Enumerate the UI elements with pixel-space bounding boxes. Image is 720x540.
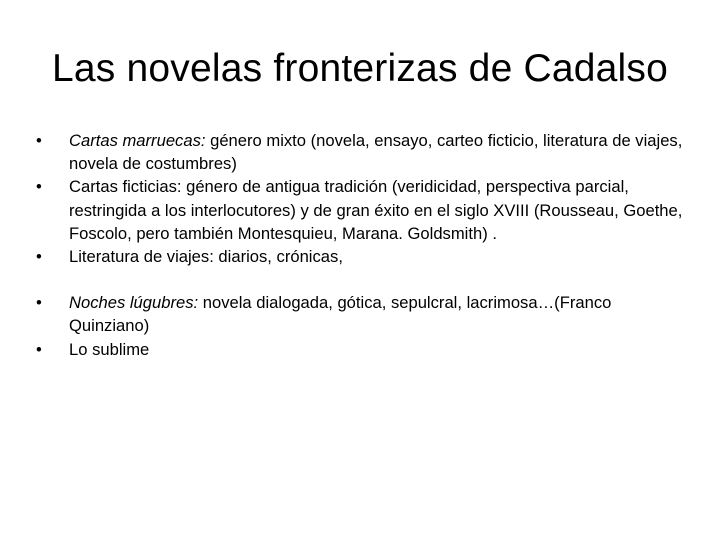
bullet-icon: • [36, 177, 42, 197]
bullet-item-literatura-viajes [36, 245, 688, 268]
bullet-item-noches-lugubres [36, 291, 688, 337]
bullet-emphasis: Noches lúgubres: [69, 293, 199, 313]
bullet-icon: • [36, 131, 42, 150]
bullet-emphasis: Cartas marruecas: [69, 131, 206, 150]
bullet-item-cartas-marruecas [36, 129, 688, 175]
bullet-list [36, 129, 688, 361]
bullet-text: novela dialogada, gótica, sepulcral, lacrimosa…(Franco Quinziano) [69, 293, 612, 336]
bullet-icon: • [36, 339, 42, 359]
bullet-text: Lo sublime [69, 339, 150, 359]
bullet-text: género mixto (novela, ensayo, carteo ficticio, literatura de viajes, novela de costumbres) [69, 131, 683, 174]
bullet-item-lo-sublime [36, 338, 688, 361]
slide-title: Las novelas fronterizas de Cadalso [52, 47, 668, 90]
bullet-spacer [36, 268, 688, 291]
bullet-icon: • [36, 293, 42, 313]
bullet-icon: • [36, 247, 42, 267]
bullet-text: Cartas ficticias: género de antigua tradición (veridicidad, perspectiva parcial, restringida a los interlocutores) y de gran éxito en el siglo XVIII (Rousseau, Goethe, Foscolo, pero también Montesquieu, Marana. Goldsmith) . [69, 177, 683, 243]
bullet-text: Literatura de viajes: diarios, crónicas, [69, 247, 343, 267]
bullet-item-cartas-ficticias [36, 175, 688, 245]
